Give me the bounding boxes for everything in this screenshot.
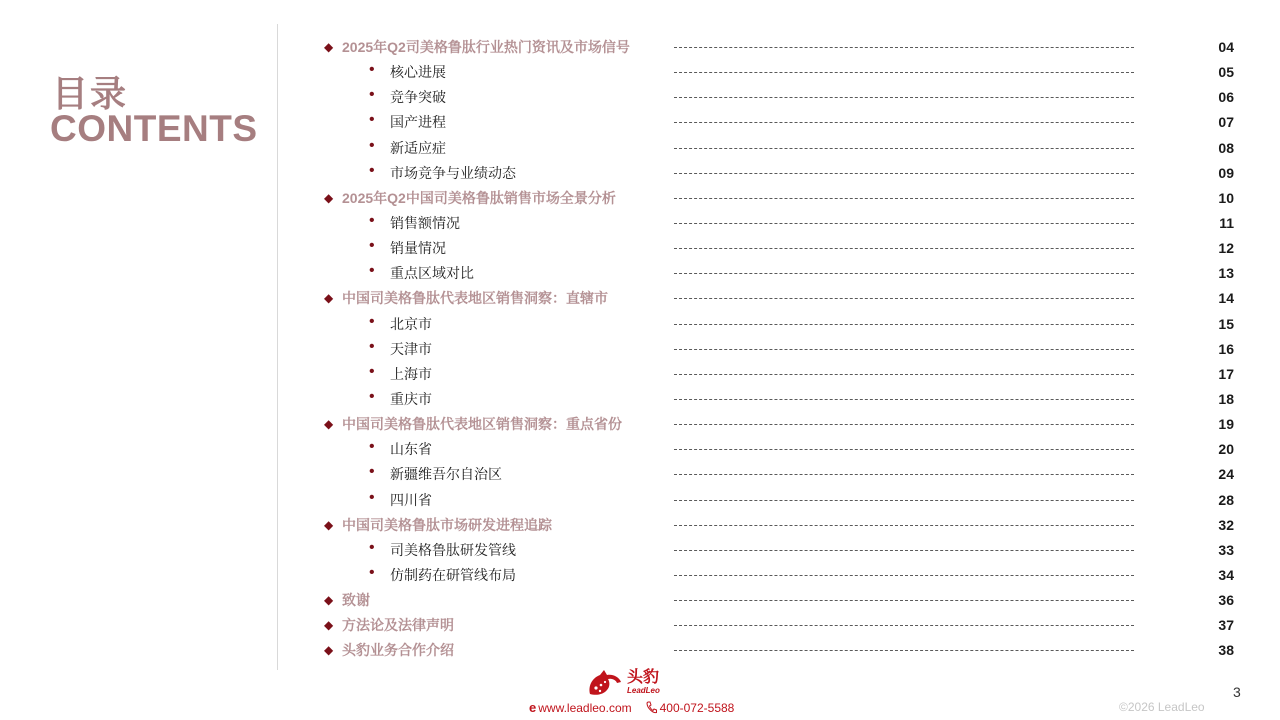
dot-leader	[674, 474, 1134, 475]
dot-leader	[674, 97, 1134, 98]
toc-subsection-row[interactable]	[322, 211, 1242, 236]
diamond-bullet-icon: ◆	[324, 190, 334, 205]
toc-page-number: 34	[1218, 566, 1234, 583]
toc-page-number: 15	[1218, 315, 1234, 332]
toc-label: 2025年Q2中国司美格鲁肽销售市场全景分析	[342, 189, 616, 206]
toc-section-row[interactable]	[322, 638, 1242, 663]
toc-subsection-row[interactable]	[322, 437, 1242, 462]
dot-leader	[674, 399, 1134, 400]
toc-label: 销售额情况	[390, 214, 460, 231]
dot-leader	[674, 575, 1134, 576]
dot-leader	[674, 148, 1134, 149]
diamond-bullet-icon: ◆	[324, 291, 334, 306]
dot-bullet-icon: •	[369, 538, 375, 556]
toc-label: 新疆维吾尔自治区	[390, 466, 502, 483]
toc-page-number: 18	[1218, 390, 1234, 407]
toc-page-number: 19	[1218, 416, 1234, 433]
toc-subsection-row[interactable]	[322, 387, 1242, 412]
dot-leader	[674, 349, 1134, 350]
toc-label: 司美格鲁肽研发管线	[390, 541, 516, 558]
toc-section-row[interactable]	[322, 588, 1242, 613]
toc-section-row[interactable]	[322, 35, 1242, 60]
toc-label: 致谢	[342, 592, 370, 609]
page-title-en: CONTENTS	[50, 108, 258, 149]
dot-bullet-icon: •	[369, 161, 375, 179]
toc-label: 方法论及法律声明	[342, 617, 454, 634]
dot-leader	[674, 449, 1134, 450]
toc-label: 四川省	[390, 491, 432, 508]
toc-page-number: 17	[1218, 365, 1234, 382]
toc-page-number: 10	[1218, 189, 1234, 206]
diamond-bullet-icon: ◆	[324, 643, 334, 658]
diamond-bullet-icon: ◆	[324, 40, 334, 54]
toc-label: 天津市	[390, 340, 432, 357]
vertical-divider	[277, 24, 278, 670]
toc-page-number: 16	[1218, 340, 1234, 357]
toc-label: 中国司美格鲁肽代表地区销售洞察：直辖市	[342, 290, 608, 307]
toc-subsection-row[interactable]	[322, 261, 1242, 286]
toc-page-number: 28	[1218, 491, 1234, 508]
dot-leader	[674, 324, 1134, 325]
toc-page-number: 38	[1218, 642, 1234, 659]
toc-subsection-row[interactable]	[322, 563, 1242, 588]
toc-label: 北京市	[390, 315, 432, 332]
dot-bullet-icon: •	[369, 262, 375, 280]
toc-subsection-row[interactable]	[322, 85, 1242, 110]
diamond-bullet-icon: ◆	[324, 417, 334, 432]
toc-label: 仿制药在研管线布局	[390, 566, 516, 583]
dot-bullet-icon: •	[369, 312, 375, 330]
dot-leader	[674, 47, 1134, 48]
toc-label: 重庆市	[390, 390, 432, 407]
toc-label: 销量情况	[390, 240, 446, 257]
toc-page-number: 08	[1218, 139, 1234, 156]
toc-page-number: 11	[1219, 214, 1234, 231]
toc-subsection-row[interactable]	[322, 136, 1242, 161]
dot-leader	[674, 625, 1134, 626]
toc-label: 竞争突破	[390, 89, 446, 106]
website-link[interactable]: www.leadleo.com	[538, 701, 632, 715]
leadleo-logo	[586, 666, 666, 700]
contact-info	[529, 701, 734, 715]
dot-bullet-icon: •	[369, 136, 375, 154]
phone-number: 400-072-5588	[659, 701, 735, 715]
dot-leader	[674, 122, 1134, 123]
toc-subsection-row[interactable]	[322, 110, 1242, 135]
dot-leader	[674, 273, 1134, 274]
copyright: ©2026 LeadLeo	[1119, 700, 1205, 714]
dot-bullet-icon: •	[369, 488, 375, 506]
dot-leader	[674, 550, 1134, 551]
toc-page-number: 12	[1218, 240, 1234, 257]
table-of-contents	[322, 35, 1242, 664]
toc-label: 市场竞争与业绩动态	[390, 164, 516, 181]
phone-icon	[646, 701, 657, 714]
dot-leader	[674, 248, 1134, 249]
toc-label: 头豹业务合作介绍	[342, 642, 454, 659]
toc-label: 2025年Q2司美格鲁肽行业热门资讯及市场信号	[342, 39, 630, 55]
logo-name: 头豹	[627, 667, 660, 686]
web-icon: e	[529, 700, 537, 715]
logo-subtitle: LeadLeo	[627, 686, 660, 695]
leopard-logo-icon	[586, 668, 624, 698]
dot-leader	[674, 298, 1134, 299]
dot-leader	[674, 72, 1134, 73]
toc-subsection-row[interactable]	[322, 362, 1242, 387]
toc-section-row[interactable]	[322, 286, 1242, 311]
toc-subsection-row[interactable]	[322, 488, 1242, 513]
diamond-bullet-icon: ◆	[324, 517, 334, 532]
toc-page-number: 09	[1218, 164, 1234, 181]
toc-page-number: 24	[1218, 466, 1234, 483]
dot-bullet-icon: •	[369, 387, 375, 405]
toc-subsection-row[interactable]	[322, 161, 1242, 186]
diamond-bullet-icon: ◆	[324, 618, 334, 633]
toc-subsection-row[interactable]	[322, 60, 1242, 85]
toc-label: 核心进展	[390, 64, 446, 81]
toc-subsection-row[interactable]	[322, 312, 1242, 337]
toc-label: 山东省	[390, 441, 432, 458]
toc-page-number: 36	[1218, 592, 1234, 609]
dot-leader	[674, 600, 1134, 601]
toc-page-number: 32	[1218, 516, 1234, 533]
toc-section-row[interactable]	[322, 613, 1242, 638]
dot-leader	[674, 525, 1134, 526]
toc-page-number: 37	[1218, 617, 1234, 634]
diamond-bullet-icon: ◆	[324, 593, 334, 608]
dot-leader	[674, 223, 1134, 224]
dot-bullet-icon: •	[369, 362, 375, 380]
toc-page-number: 13	[1218, 265, 1234, 282]
dot-leader	[674, 500, 1134, 501]
toc-section-row[interactable]	[322, 412, 1242, 437]
toc-page-number: 05	[1218, 64, 1234, 81]
toc-subsection-row[interactable]	[322, 462, 1242, 487]
toc-label: 上海市	[390, 365, 432, 382]
toc-label: 国产进程	[390, 114, 446, 131]
page-title-cn: 目录	[52, 74, 129, 115]
toc-section-row[interactable]	[322, 513, 1242, 538]
toc-page-number: 14	[1218, 290, 1234, 307]
toc-page-number: 20	[1218, 441, 1234, 458]
dot-bullet-icon: •	[369, 563, 375, 581]
page-number: 3	[1233, 684, 1241, 700]
dot-bullet-icon: •	[369, 211, 375, 229]
toc-page-number: 33	[1218, 541, 1234, 558]
dot-leader	[674, 424, 1134, 425]
toc-page-number: 04	[1218, 39, 1234, 55]
toc-subsection-row[interactable]	[322, 337, 1242, 362]
dot-bullet-icon: •	[369, 337, 375, 355]
toc-subsection-row[interactable]	[322, 236, 1242, 261]
dot-bullet-icon: •	[369, 438, 375, 456]
toc-label: 中国司美格鲁肽代表地区销售洞察：重点省份	[342, 416, 622, 433]
dot-leader	[674, 198, 1134, 199]
toc-label: 中国司美格鲁肽市场研发进程追踪	[342, 516, 552, 533]
toc-label: 重点区域对比	[390, 265, 474, 282]
dot-bullet-icon: •	[369, 61, 375, 79]
dot-leader	[674, 374, 1134, 375]
dot-leader	[674, 173, 1134, 174]
dot-leader	[674, 650, 1134, 651]
toc-label: 新适应症	[390, 139, 446, 156]
dot-bullet-icon: •	[369, 111, 375, 129]
toc-page-number: 07	[1218, 114, 1234, 131]
dot-bullet-icon: •	[369, 86, 375, 104]
toc-page-number: 06	[1218, 89, 1234, 106]
toc-subsection-row[interactable]	[322, 538, 1242, 563]
dot-bullet-icon: •	[369, 463, 375, 481]
dot-bullet-icon: •	[369, 237, 375, 255]
toc-section-row[interactable]	[322, 186, 1242, 211]
